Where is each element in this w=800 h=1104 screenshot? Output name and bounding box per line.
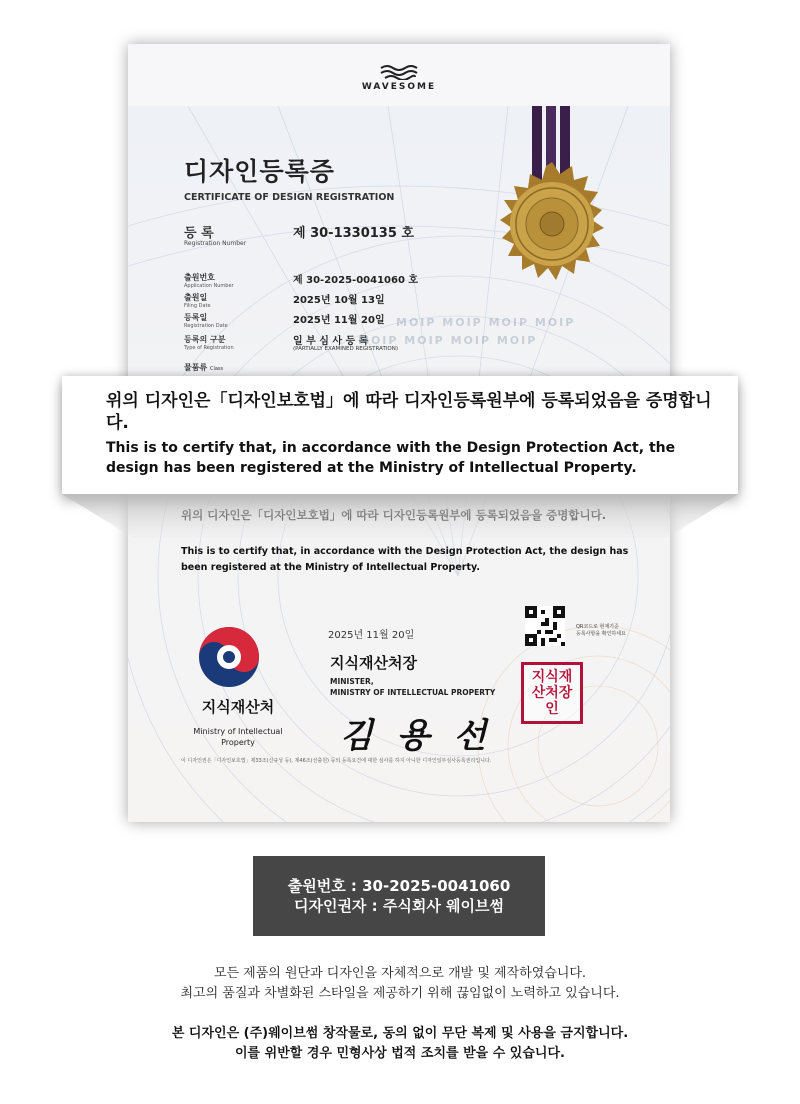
zoom-funnel-shadow [62,494,738,540]
filing-date: 2025년 10월 13일 [293,295,385,306]
application-number-label: 출원번호 [184,273,215,282]
application-number-info: 출원번호 : 30-2025-0041060 [287,877,511,895]
design-info-box [253,856,545,936]
class-label: 물품류 Class [184,363,224,372]
registration-date-label: 등록일 [184,313,208,322]
filing-date-label: 출원일 [184,293,208,302]
registration-date-label-en: Registration Date [184,323,228,329]
registration-number: 제 30-1330135 호 [293,226,414,241]
certificate-statement-en: This is to certify that, in accordance with the Design Protection Act, the design has been registered at the Ministry of Intellectual Property. [181,546,629,573]
application-number: 제 30-2025-0041060 호 [293,275,419,286]
filing-date-label-en: Filing Date [184,303,211,309]
registration-type-en: (PARTIALLY EXAMINED REGISTRATION) [293,346,399,352]
registration-type-label: 등록의 구분 [184,335,226,344]
brand-header [128,64,670,92]
brand-name: WAVESOME [361,82,437,92]
certificate-title-en: CERTIFICATE OF DESIGN REGISTRATION [184,192,395,203]
registration-date: 2025년 11월 20일 [293,315,385,326]
issuer-name: 지식재산처 [201,698,275,716]
legal-warning: 이를 위반할 경우 민형사상 법적 조치를 받을 수 있습니다. [235,1046,565,1061]
registration-type-label-en: Type of Registration [184,345,234,351]
certificate-footnote: 이 디자인권은「디자인보호법」제33조(신규성 등), 제46조(선출원) 등의 등록요건에 대한 심사를 하지 아니한 디자인일부심사등록권리입니다. [181,758,492,764]
watermark-text: MOIP MOIP MOIP MOIP [396,316,576,329]
gold-seal-icon [490,106,628,286]
registration-label-en: Registration Number [184,240,247,247]
minister-title-en: MINISTER, MINISTRY OF INTELLECTUAL PROPERTY [330,677,496,697]
kipo-taegeuk-logo-icon [196,624,262,690]
official-red-seal [521,662,583,724]
issuer-name-en: Ministry of Intellectual Property [193,727,283,747]
application-number-label-en: Application Number [184,283,234,289]
qr-code-icon [525,606,565,646]
watermark-text: MOIP MOIP MOIP MOIP [358,334,538,347]
registration-type: 일 부 심 사 등 록 [293,336,369,347]
certificate-title: 디자인등록증 [184,157,335,186]
description-line: 최고의 품질과 차별화된 스타일을 제공하기 위해 끊임없이 노력하고 있습니다. [180,986,620,1001]
qr-caption: QR코드로 현재기준 등록사항을 확인하세요 [576,624,626,637]
copyright-notice: 본 디자인은 (주)웨이브썸 창작물로, 동의 없이 무단 복제 및 사용을 금지합니다. [171,1026,629,1041]
minister-title: 지식재산처장 [330,654,417,672]
zoomed-statement-band [62,376,738,494]
official-seal-text: 지식재산처장인 [531,669,573,717]
issue-date: 2025년 11월 20일 [328,630,415,641]
zoomed-statement-en: This is to certify that, in accordance with the Design Protection Act, the design has been registered at the Ministry of Intellectual Property. [106,440,676,476]
wave-logo-icon [379,64,419,80]
zoomed-statement-ko: 위의 디자인은「디자인보호법」에 따라 디자인등록원부에 등록되었음을 증명합니다. [106,391,712,433]
gold-seal-emblem [490,106,628,286]
description-line: 모든 제품의 원단과 디자인을 자체적으로 개발 및 제작하였습니다. [213,966,587,981]
registration-label: 등 록 [184,226,214,241]
design-holder-info: 디자인권자 : 주식회사 웨이브썸 [293,897,505,915]
minister-signature: 김 용 선 [340,716,493,756]
